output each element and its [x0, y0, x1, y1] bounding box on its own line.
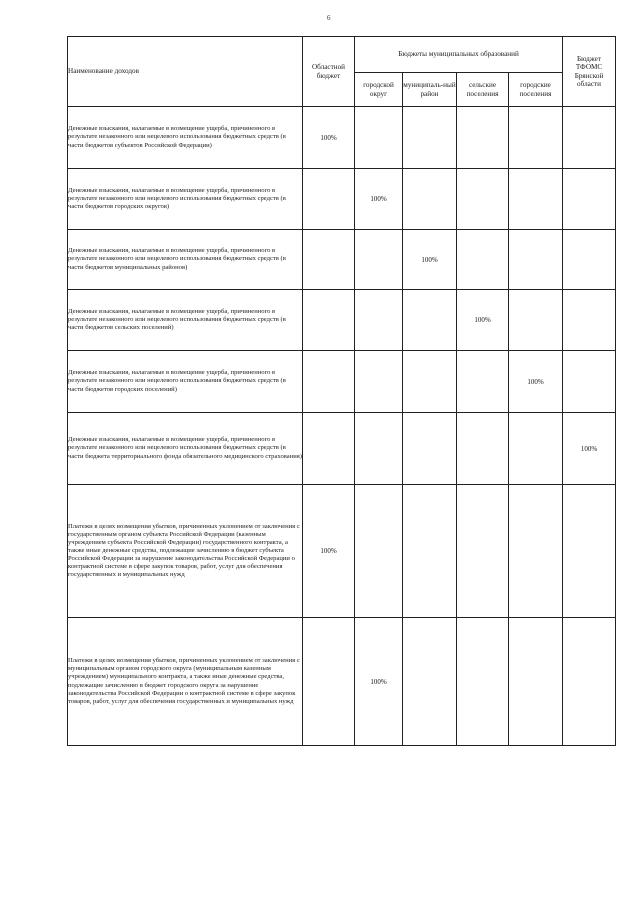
share-cell [303, 618, 355, 746]
share-cell [509, 230, 563, 290]
table-row [68, 351, 616, 413]
share-cell: 100% [509, 351, 563, 413]
share-cell: 100% [457, 290, 509, 351]
share-cell [563, 351, 616, 413]
header-urban: городские поселения [509, 73, 563, 107]
table-row [68, 169, 616, 230]
share-cell [303, 351, 355, 413]
share-cell [457, 413, 509, 485]
share-cell [457, 485, 509, 618]
share-cell [509, 169, 563, 230]
table-row [68, 290, 616, 351]
share-cell [509, 413, 563, 485]
share-cell [403, 413, 457, 485]
page-number: 6 [327, 14, 331, 22]
share-cell [403, 169, 457, 230]
header-rural: сельские поселения [457, 73, 509, 107]
header-city-district: городской округ [355, 73, 403, 107]
share-cell [355, 351, 403, 413]
share-cell [563, 230, 616, 290]
share-cell [509, 618, 563, 746]
share-cell [563, 485, 616, 618]
share-cell [403, 351, 457, 413]
share-cell [563, 618, 616, 746]
revenue-description: Денежные взыскания, налагаемые в возмещение ущерба, причиненного в результате незаконного или нецелевого использования бюджетных средств (в части бюджетов городских округов) [68, 169, 303, 230]
share-cell [355, 413, 403, 485]
share-cell [355, 107, 403, 169]
share-cell [563, 107, 616, 169]
header-municipal-group: Бюджеты муниципальных образований [355, 37, 563, 73]
share-cell [303, 230, 355, 290]
share-cell [457, 351, 509, 413]
revenue-description: Денежные взыскания, налагаемые в возмещение ущерба, причиненного в результате незаконного или нецелевого использования бюджетных средств (в части бюджетов сельских поселений) [68, 290, 303, 351]
table-row [68, 485, 616, 618]
share-cell [457, 169, 509, 230]
header-row-top [68, 37, 616, 73]
header-name: Наименование доходов [68, 37, 303, 107]
share-cell [509, 107, 563, 169]
share-cell: 100% [303, 485, 355, 618]
share-cell [355, 290, 403, 351]
share-cell [403, 485, 457, 618]
share-cell [303, 413, 355, 485]
share-cell [457, 618, 509, 746]
revenue-description: Платежи в целях возмещения убытков, причиненных уклонением от заключения с муниципальным органом городского округа (муниципальным казенным учреждением) муниципального контракта, а также иные денежные средства, подлежащие зачислению в бюджет городского округа за нарушение законодательства Российской Федерации о контрактной системе в сфере закупок товаров, работ, услуг для обеспечения государственных и муниципальных нужд [68, 618, 303, 746]
revenue-distribution-table [67, 36, 616, 746]
revenue-description: Денежные взыскания, налагаемые в возмещение ущерба, причиненного в результате незаконного или нецелевого использования бюджетных средств (в части бюджетов субъектов Российской Федерации) [68, 107, 303, 169]
share-cell [509, 290, 563, 351]
revenue-description: Денежные взыскания, налагаемые в возмещение ущерба, причиненного в результате незаконного или нецелевого использования бюджетных средств (в части бюджетов городских поселений) [68, 351, 303, 413]
share-cell: 100% [355, 618, 403, 746]
share-cell [563, 169, 616, 230]
table-row [68, 413, 616, 485]
share-cell: 100% [355, 169, 403, 230]
header-municipal-district: муниципаль-ный район [403, 73, 457, 107]
revenue-description: Платежи в целях возмещения убытков, причиненных уклонением от заключения с государственным органом субъекта Российской Федерации (казенным учреждением субъекта Российской Федерации) государственного контракта, а также иные денежные средства, подлежащие зачислению в бюджет субъекта Российской Федерации за нарушение законодательства Российской Федерации о контрактной системе в сфере закупок товаров, работ, услуг для обеспечения государственных и муниципальных нужд [68, 485, 303, 618]
table-row [68, 230, 616, 290]
share-cell [303, 290, 355, 351]
table-row [68, 618, 616, 746]
share-cell [563, 290, 616, 351]
table-body [68, 107, 616, 746]
share-cell [403, 290, 457, 351]
share-cell: 100% [403, 230, 457, 290]
header-tfoms: Бюджет ТФОМС Брянской области [563, 37, 616, 107]
share-cell [303, 169, 355, 230]
share-cell: 100% [303, 107, 355, 169]
share-cell [403, 107, 457, 169]
revenue-description: Денежные взыскания, налагаемые в возмещение ущерба, причиненного в результате незаконного или нецелевого использования бюджетных средств (в части бюджетов муниципальных районов) [68, 230, 303, 290]
share-cell: 100% [563, 413, 616, 485]
share-cell [509, 485, 563, 618]
header-regional: Областной бюджет [303, 37, 355, 107]
table-row [68, 107, 616, 169]
share-cell [403, 618, 457, 746]
share-cell [457, 107, 509, 169]
revenue-description: Денежные взыскания, налагаемые в возмещение ущерба, причиненного в результате незаконного или нецелевого использования бюджетных средств (в части бюджета территориального фонда обязательного медицинского страхования) [68, 413, 303, 485]
share-cell [355, 485, 403, 618]
share-cell [355, 230, 403, 290]
share-cell [457, 230, 509, 290]
